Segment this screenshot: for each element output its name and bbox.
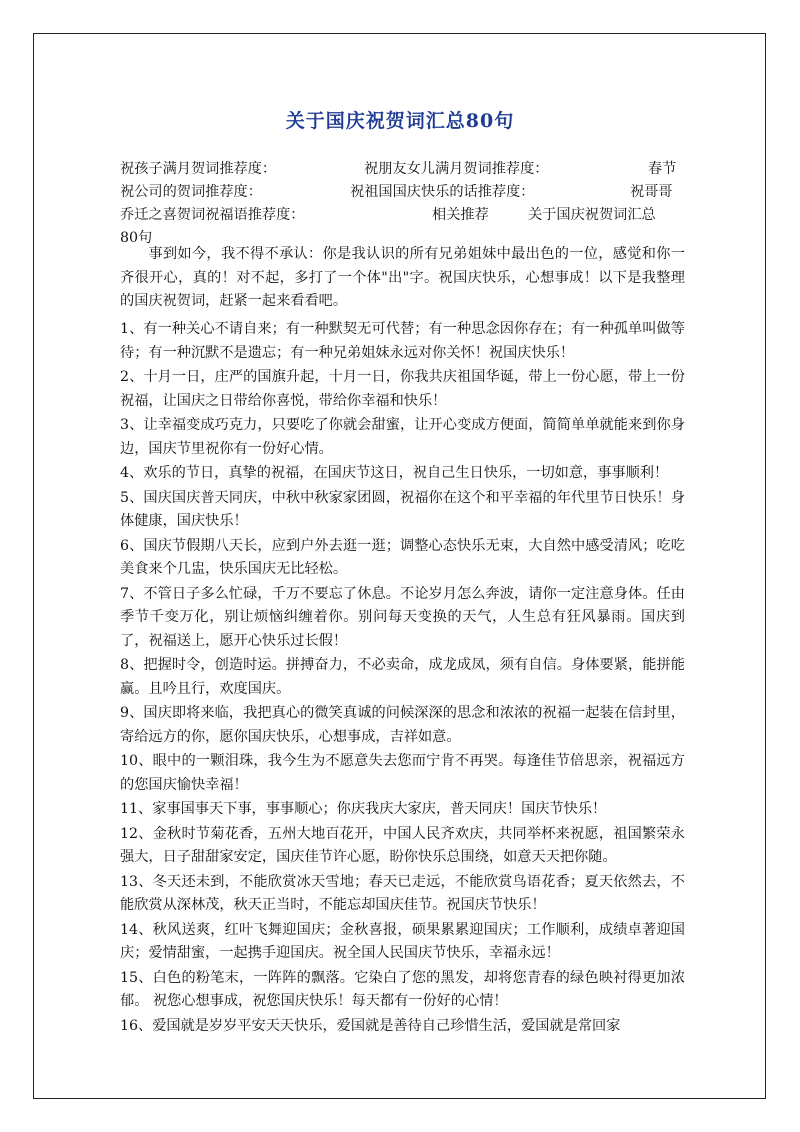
recommend-link[interactable]: 80句 (120, 230, 153, 246)
list-item: 8、把握时令，创造时运。拼搏奋力，不必卖命，成龙成凤，须有自信。身体要紧，能拼能赢。且吟且行，欢度国庆。 (120, 657, 685, 697)
recommend-link[interactable]: 祝祖国国庆快乐的话推荐度： (350, 184, 535, 200)
list-item: 14、秋风送爽，红叶飞舞迎国庆；金秋喜报，硕果累累迎国庆；工作顺利，成绩卓著迎国庆；爱情甜蜜，一起携手迎国庆。祝全国人民国庆节快乐，幸福永远！ (120, 921, 685, 961)
list-item: 5、国庆国庆普天同庆，中秋中秋家家团圆，祝福你在这个和平幸福的年代里节日快乐！身体健康，国庆快乐！ (120, 489, 685, 529)
list-item: 12、金秋时节菊花香，五州大地百花开，中国人民齐欢庆，共同举杯来祝愿，祖国繁荣永强大，日子甜甜家安定，国庆佳节许心愿，盼你快乐总围绕，如意天天把你随。 (120, 825, 685, 865)
recommend-link[interactable]: 关于国庆祝贺词汇总 (528, 207, 656, 223)
list-item: 7、不管日子多么忙碌，千万不要忘了休息。不论岁月怎么奔波，请你一定注意身体。任由季节千变万化，别让烦恼纠缠着你。别问每天变换的天气，人生总有狂风暴雨。国庆到了，祝福送上，愿开心快乐过长假！ (120, 585, 685, 649)
recommend-block (120, 158, 685, 250)
list-item: 11、家事国事天下事，事事顺心；你庆我庆大家庆，普天同庆！国庆节快乐！ (120, 801, 607, 817)
recommend-link[interactable]: 乔迁之喜贺词祝福语推荐度： (120, 207, 305, 223)
page-title: 关于国庆祝贺词汇总80句 (285, 110, 515, 132)
recommend-line (120, 181, 685, 204)
list-item: 6、国庆节假期八天长，应到户外去逛一逛；调整心态快乐无束，大自然中感受清风；吃吃美食来个几盅，快乐国庆无比轻松。 (120, 537, 685, 577)
list-item: 10、眼中的一颗泪珠，我今生为不愿意失去您而宁肯不再哭。每逢佳节倍思亲，祝福远方的您国庆愉快幸福！ (120, 753, 685, 793)
recommend-line (120, 158, 685, 181)
recommend-line (120, 204, 685, 227)
list-item: 9、国庆即将来临，我把真心的微笑真诚的问候深深的思念和浓浓的祝福一起装在信封里，寄给远方的你，愿你国庆快乐，心想事成，吉祥如意。 (120, 705, 685, 745)
list-item: 16、爱国就是岁岁平安天天快乐，爱国就是善待自己珍惜生活，爱国就是常回家 (120, 1017, 621, 1034)
greeting-list (120, 318, 685, 1039)
related-label: 相关推荐 (432, 207, 489, 223)
recommend-link[interactable]: 春节 (648, 161, 677, 177)
list-item: 13、冬天还未到，不能欣赏冰天雪地；春天已走远，不能欣赏鸟语花香；夏天依然去，不能欣赏从深林茂，秋天正当时，不能忘却国庆佳节。祝国庆节快乐！ (120, 873, 685, 913)
list-item: 1、有一种关心不请自来；有一种默契无可代替；有一种思念因你存在；有一种孤单叫做等待；有一种沉默不是遗忘；有一种兄弟姐妹永远对你关怀！祝国庆快乐！ (120, 321, 685, 361)
recommend-link[interactable]: 祝公司的贺词推荐度： (120, 184, 262, 200)
recommend-link[interactable]: 祝哥哥 (630, 184, 673, 200)
list-item: 15、白色的粉笔末，一阵阵的飘落。它染白了您的黑发，却将您青春的绿色映衬得更加浓郁。 祝您心想事成，祝您国庆快乐！每天都有一份好的心情！ (120, 969, 685, 1009)
list-item: 2、十月一日，庄严的国旗升起，十月一日，你我共庆祖国华诞，带上一份心愿，带上一份祝福，让国庆之日带给你喜悦，带给你幸福和快乐！ (120, 369, 685, 409)
list-item: 4、欢乐的节日，真挚的祝福，在国庆节这日，祝自己生日快乐，一切如意，事事顺利！ (120, 465, 669, 481)
intro-paragraph: 事到如今，我不得不承认：你是我认识的所有兄弟姐妹中最出色的一位，感觉和你一齐很开心，真的！对不起，多打了一个体"出"字。祝国庆快乐，心想事成！以下是我整理的国庆祝贺词，赶紧一起来看看吧。 (120, 246, 685, 309)
recommend-link[interactable]: 祝孩子满月贺词推荐度： (120, 161, 277, 177)
list-item: 3、让幸福变成巧克力，只要吃了你就会甜蜜，让开心变成方便面，简简单单就能来到你身边，国庆节里祝你有一份好心情。 (120, 417, 685, 457)
recommend-link[interactable]: 祝朋友女儿满月贺词推荐度： (364, 161, 549, 177)
